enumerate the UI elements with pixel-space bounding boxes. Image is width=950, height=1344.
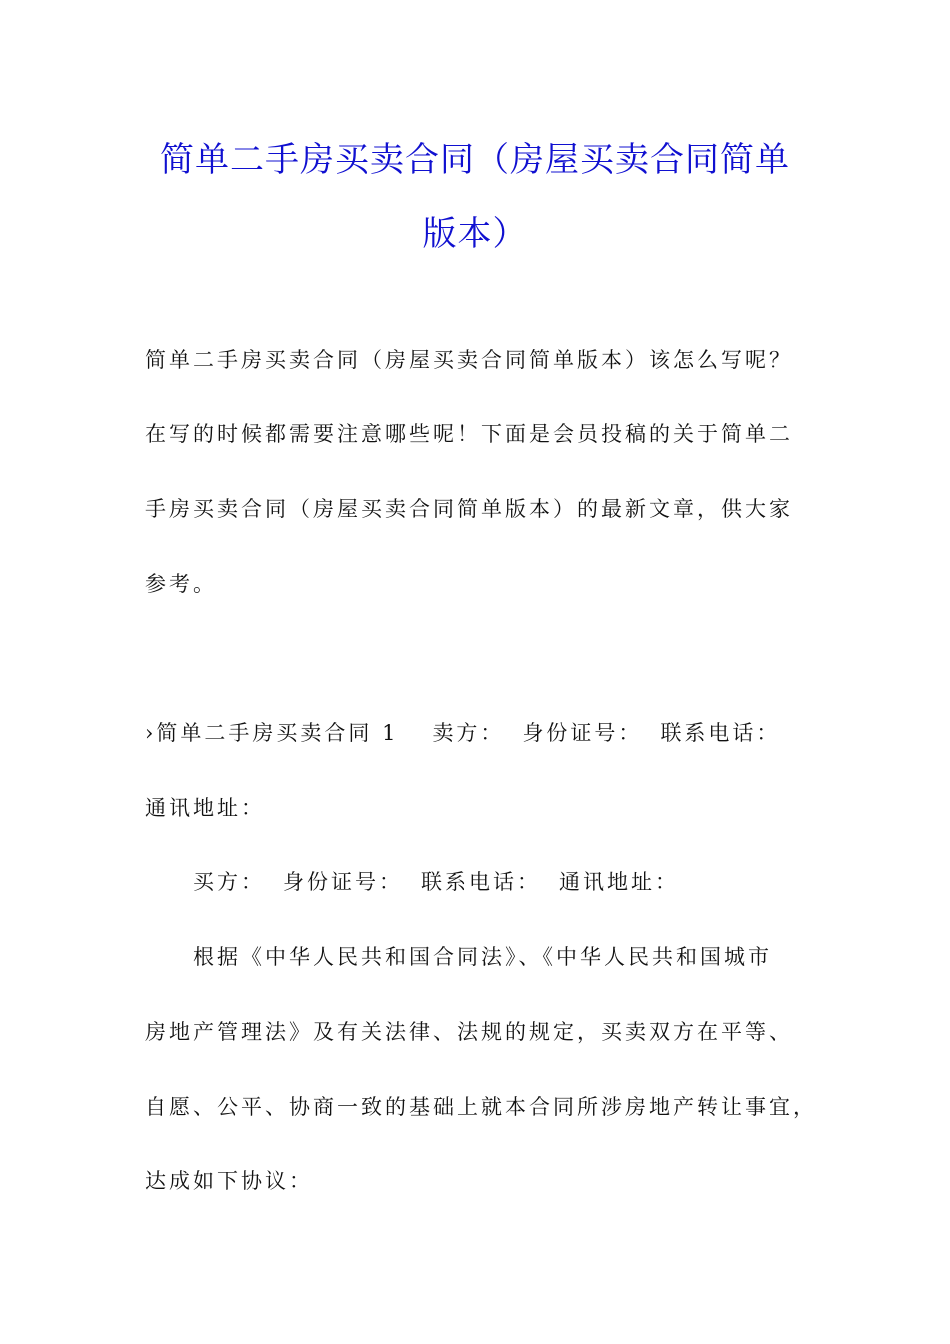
document-title-continued: 版本）	[422, 214, 528, 254]
intro-line-4: 参考。	[145, 572, 217, 596]
buyer-id-label: 身份证号：	[283, 870, 403, 894]
buyer-label: 买方：	[193, 870, 265, 894]
section-heading: ›简单二手房买卖合同 1	[145, 721, 399, 745]
seller-label: 卖方：	[432, 721, 505, 745]
body-line-3: 自愿、公平、协商一致的基础上就本合同所涉房地产转让事宜，	[145, 1095, 817, 1119]
body-line-1: 根据《中华人民共和国合同法》、《中华人民共和国城市	[193, 945, 772, 969]
intro-line-3: 手房买卖合同（房屋买卖合同简单版本）的最新文章，供大家	[145, 497, 793, 521]
document-title: 简单二手房买卖合同（房屋买卖合同简单	[160, 140, 790, 180]
seller-id-label: 身份证号：	[522, 721, 643, 745]
seller-phone-label: 联系电话：	[660, 721, 781, 745]
intro-line-1: 简单二手房买卖合同（房屋买卖合同简单版本）该怎么写呢？	[145, 348, 793, 372]
intro-line-2: 在写的时候都需要注意哪些呢！下面是会员投稿的关于简单二	[145, 422, 793, 446]
body-line-4: 达成如下协议：	[145, 1169, 313, 1193]
buyer-phone-label: 联系电话：	[421, 870, 541, 894]
buyer-row	[193, 866, 679, 896]
section-heading-row	[145, 717, 780, 747]
buyer-address-label: 通讯地址：	[559, 870, 679, 894]
seller-address-label: 通讯地址：	[145, 796, 265, 820]
body-line-2: 房地产管理法》及有关法律、法规的规定，买卖双方在平等、	[145, 1020, 793, 1044]
